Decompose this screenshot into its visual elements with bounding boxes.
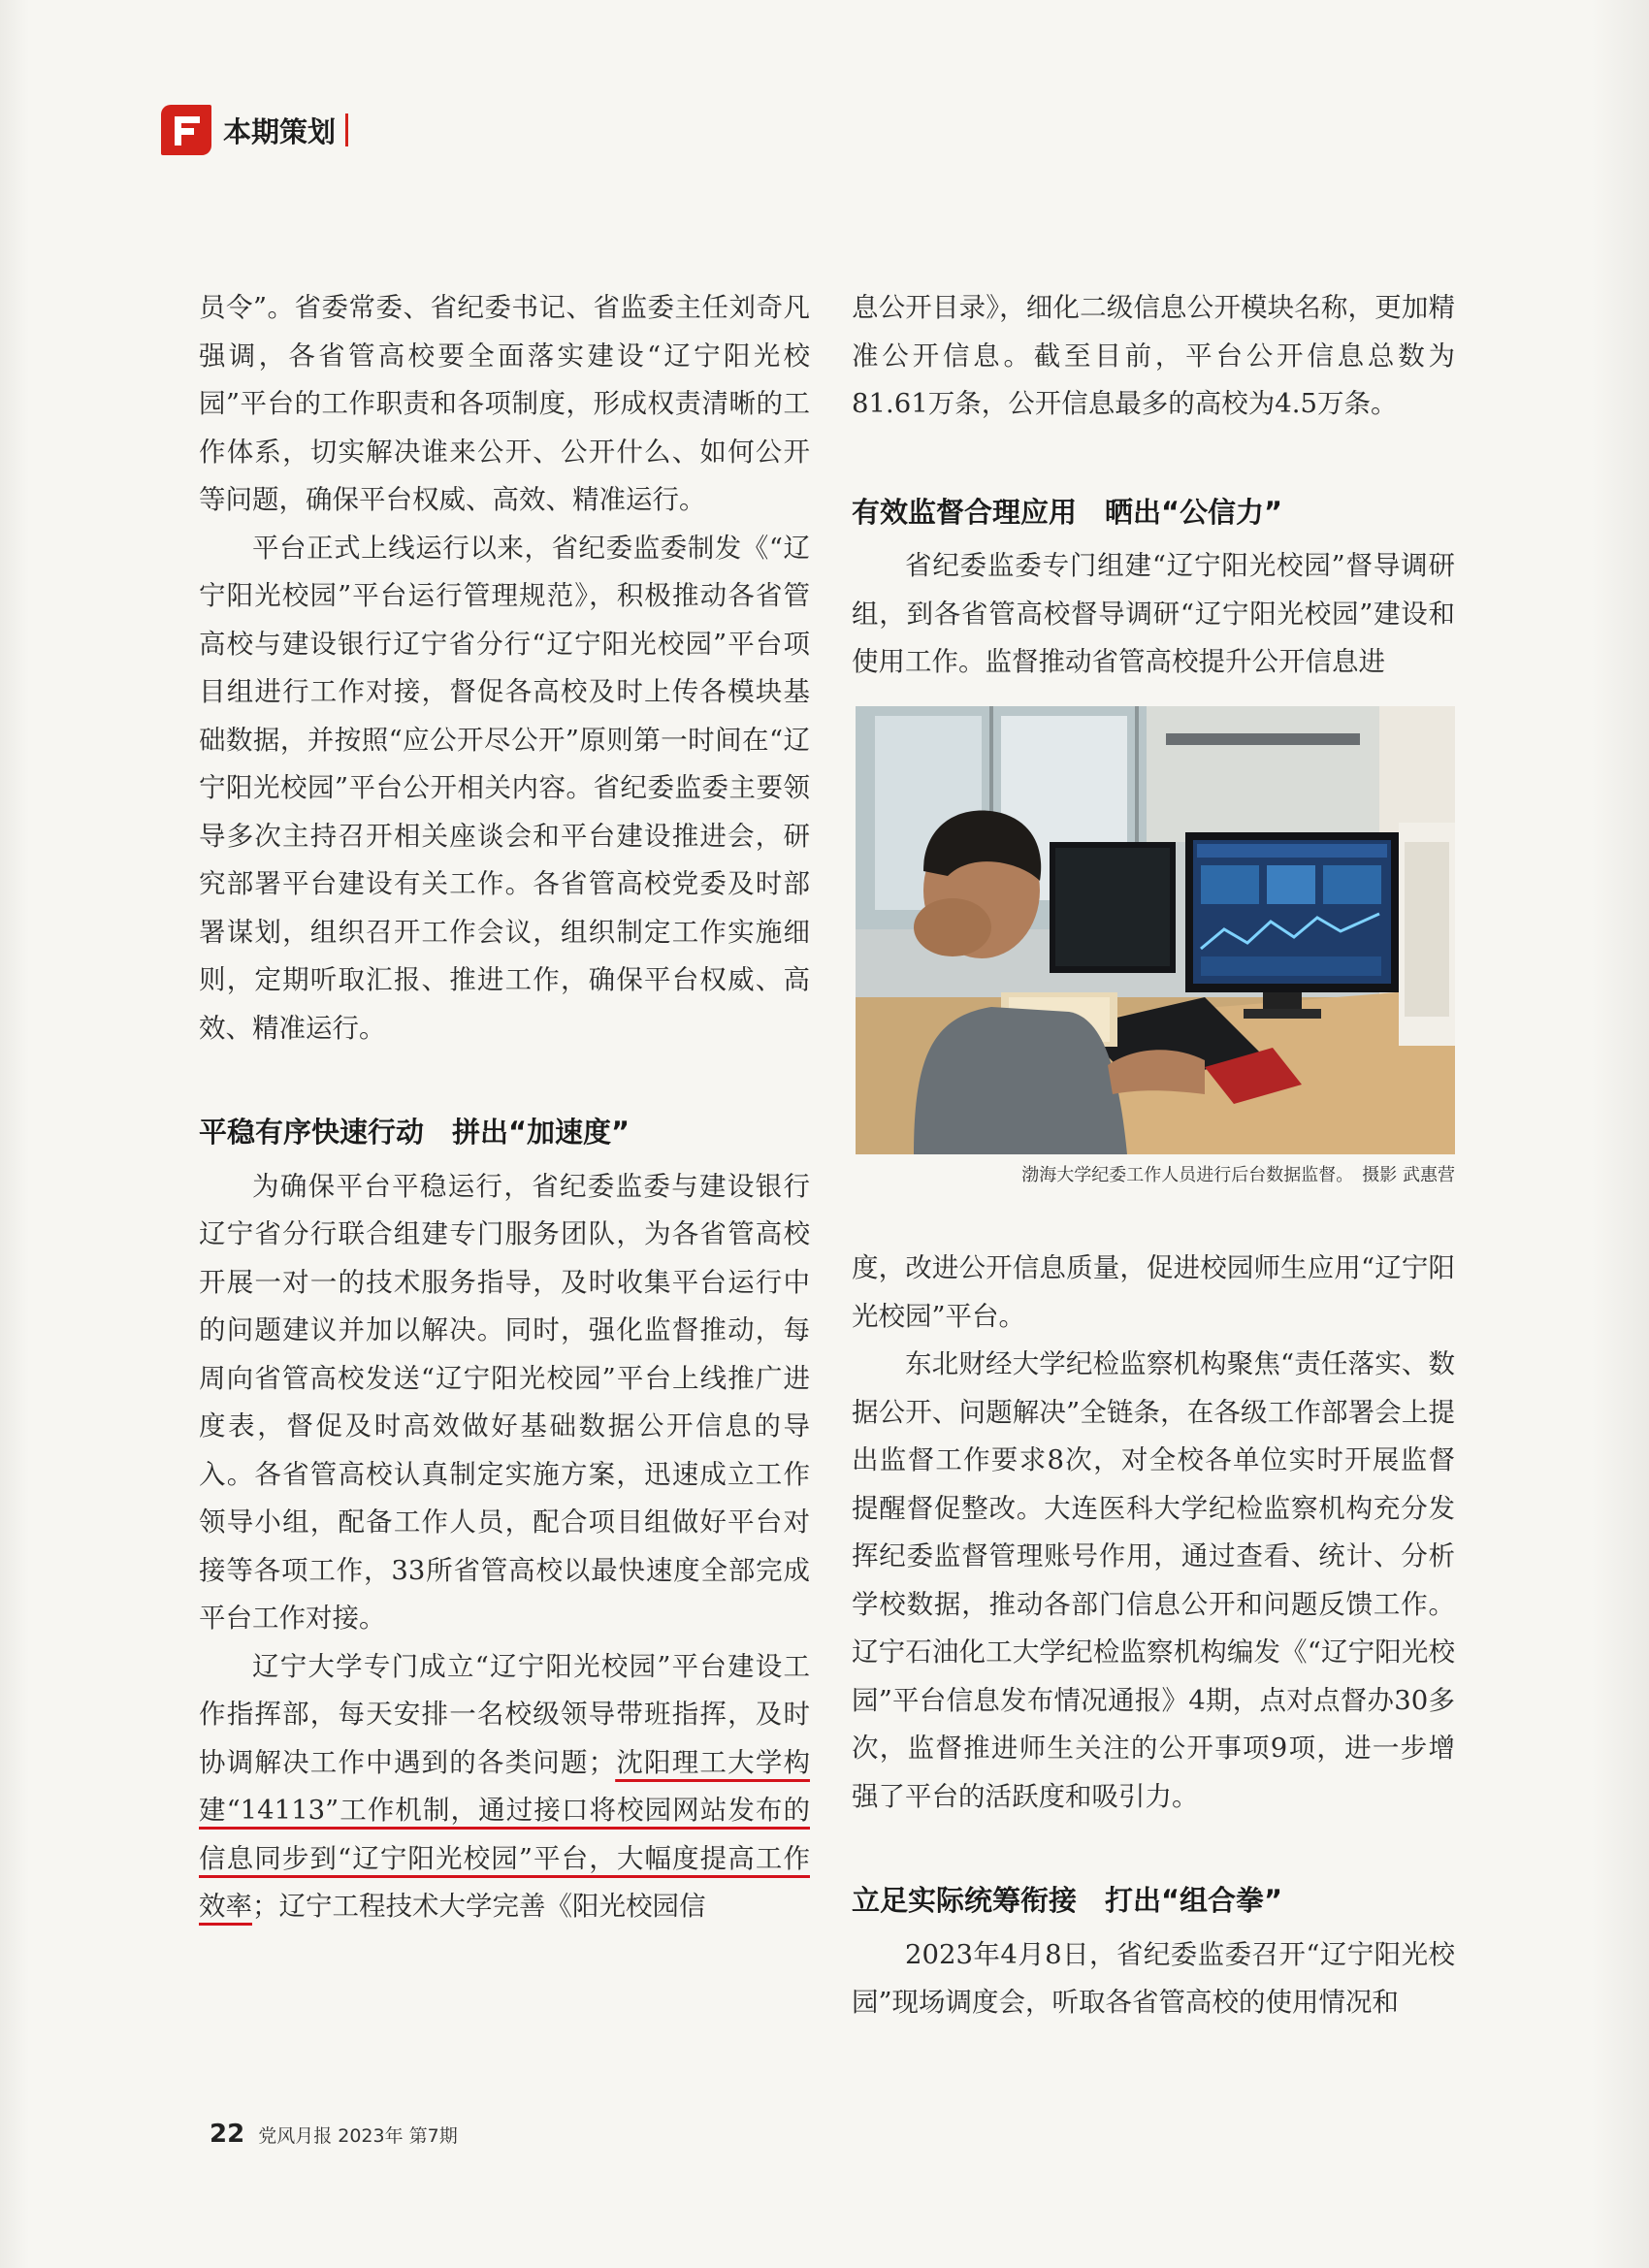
magazine-logo-icon <box>161 105 211 155</box>
photo-caption: 渤海大学纪委工作人员进行后台数据监督。 摄影 武惠营 <box>1021 1165 1455 1185</box>
right-paragraph-2: 省纪委监委专门组建“辽宁阳光校园”督导调研组，到各省管高校督导调研“辽宁阳光校园”建设和使用工作。监督推动省管高校提升公开信息进 <box>852 550 1455 677</box>
left-column <box>199 284 810 1931</box>
header-divider <box>345 113 348 146</box>
underlined-highlight: 沈阳理工大学构建“14113”工作机制，通过接口将校园网站发布的信息同步到“辽宁阳光校园”平台，大幅度提高工作效率 <box>199 1746 811 1922</box>
liaoning-tech-text: ；辽宁工程技术大学完善《阳光校园信 <box>252 1891 706 1922</box>
left-paragraph-3: 为确保平台平稳运行，省纪委监委与建设银行辽宁省分行联合组建专门服务团队，为各省管高校开展一对一的技术服务指导，及时收集平台运行中的问题建议并加以解决。同时，强化监督推动，每周向省管高校发送“辽宁阳光校园”平台上线推广进度表，督促及时高效做好基础数据公开信息的导入。各省管高校认真制定实施方案，迅速成立工作领导小组，配备工作人员，配合项目组做好平台对接等各项工作，33所省管高校以最快速度全部完成平台工作对接。 <box>199 1170 810 1634</box>
right-paragraph-1: 息公开目录》，细化二级信息公开模块名称，更加精准公开信息。截至目前，平台公开信息总数为81.61万条，公开信息最多的高校为4.5万条。 <box>852 292 1455 419</box>
page-number: 22 <box>210 2120 245 2149</box>
page-footer <box>210 2120 458 2149</box>
right-paragraph-5: 2023年4月8日，省纪委监委召开“辽宁阳光校园”现场调度会，听取各省管高校的使用情况和 <box>852 1938 1455 2018</box>
left-paragraph-2: 平台正式上线运行以来，省纪委监委制发《“辽宁阳光校园”平台运行管理规范》，积极推动各省管高校与建设银行辽宁省分行“辽宁阳光校园”平台项目组进行工作对接，督促各高校及时上传各模块基础数据，并按照“应公开尽公开”原则第一时间在“辽宁阳光校园”平台公开相关内容。省纪委监委主要领导多次主持召开相关座谈会和平台建设推进会，研究部署平台建设有关工作。各省管高校党委及时部署谋划，组织召开工作会议，组织制定工作实施细则，定期听取汇报、推进工作，确保平台权威、高效、精准运行。 <box>199 532 810 1044</box>
right-column-bottom <box>852 1245 1455 2027</box>
liaoning-university-text: 辽宁大学专门成立“辽宁阳光校园”平台建设工作指挥部，每天安排一名校级领导带班指挥，及时协调解决工作中遇到的各类问题； <box>199 1650 810 1778</box>
left-paragraph-1: 员令”。省委常委、省纪委书记、省监委主任刘奇凡强调，各省管高校要全面落实建设“辽宁阳光校园”平台的工作职责和各项制度，形成权责清晰的工作体系，切实解决谁来公开、公开什么、如何公开等问题，确保平台权威、高效、精准运行。 <box>199 292 810 515</box>
right-paragraph-4: 东北财经大学纪检监察机构聚焦“责任落实、数据公开、问题解决”全链条，在各级工作部署会上提出监督工作要求8次，对全校各单位实时开展监督提醒督促整改。大连医科大学纪检监察机构充分发挥纪委监督管理账号作用，通过查看、统计、分析学校数据，推动各部门信息公开和问题反馈工作。辽宁石油化工大学纪检监察机构编发《“辽宁阳光校园”平台信息发布情况通报》4期，点对点督办30多次，监督推进师生关注的公开事项9项，进一步增强了平台的活跃度和吸引力。 <box>852 1348 1455 1812</box>
left-paragraph-4 <box>199 1643 810 1931</box>
issue-info: 党风月报 2023年 第7期 <box>258 2125 458 2147</box>
right-paragraph-3: 度，改进公开信息质量，促进校园师生应用“辽宁阳光校园”平台。 <box>852 1252 1455 1332</box>
office-photo <box>856 706 1455 1154</box>
section-header <box>161 105 348 155</box>
subheading-combination: 立足实际统筹衔接 打出“组合拳” <box>852 1884 1283 1917</box>
subheading-acceleration: 平稳有序快速行动 拼出“加速度” <box>199 1116 630 1149</box>
right-column-top <box>852 284 1455 687</box>
section-label: 本期策划 <box>223 114 337 148</box>
subheading-credibility: 有效监督合理应用 晒出“公信力” <box>852 495 1283 529</box>
